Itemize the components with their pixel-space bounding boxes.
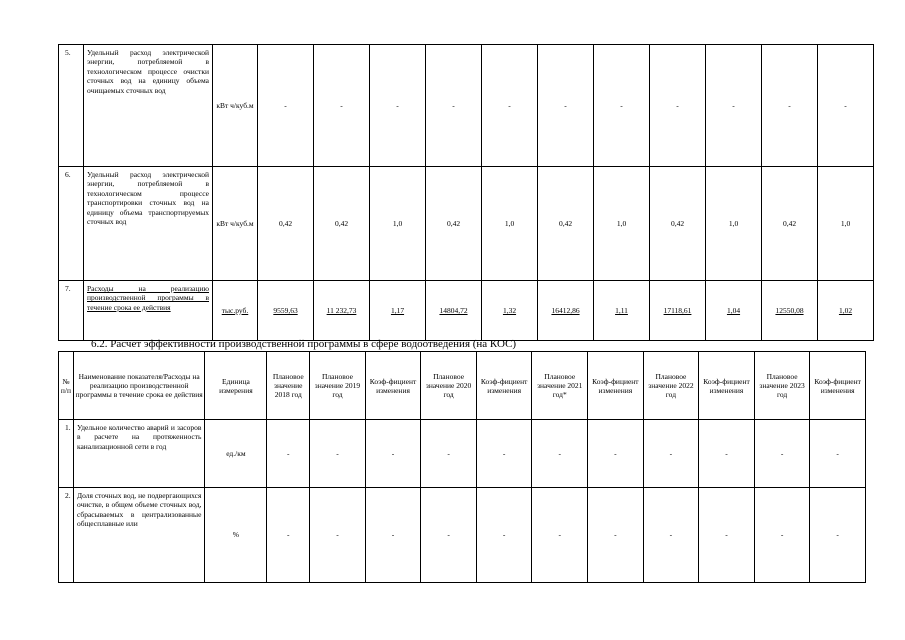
value-cell: 0,42 — [650, 167, 706, 281]
value-cell: - — [650, 45, 706, 167]
column-header: Коэф-фициент изменения — [365, 352, 421, 420]
column-header: Коэф-фициент изменения — [699, 352, 755, 420]
value-cell: - — [818, 45, 874, 167]
value-cell: 0,42 — [258, 167, 314, 281]
value-cell: - — [426, 45, 482, 167]
value-cell: - — [538, 45, 594, 167]
indicator-name: Удельный расход электрической энергии, потребляемой в технологическом процессе транспортировки сточных вод на единицу объема транспортируемых сточных вод — [84, 167, 213, 281]
column-header: Наименование показателя/Расходы на реализацию производственной программы в течение срока ее действия — [73, 352, 204, 420]
value-cell: - — [476, 420, 532, 488]
section-title: 6.2. Расчет эффективности производственной программы в сфере водоотведения (на КОС) — [91, 338, 517, 350]
row-number: 2. — [59, 488, 74, 583]
column-header: Коэф-фициент изменения — [476, 352, 532, 420]
value-cell: 0,42 — [762, 167, 818, 281]
unit-cell: кВт ч/куб.м — [213, 45, 258, 167]
value-cell-text: 17118,61 — [663, 305, 692, 315]
value-cell: - — [810, 488, 866, 583]
value-cell: 1,0 — [706, 167, 762, 281]
value-cell: 0,42 — [426, 167, 482, 281]
value-cell: - — [476, 488, 532, 583]
value-cell: 1,0 — [818, 167, 874, 281]
header-row — [59, 352, 866, 420]
value-cell: - — [370, 45, 426, 167]
unit-cell: % — [205, 488, 267, 583]
column-header: Плановое значение 2019 год — [310, 352, 366, 420]
value-cell — [314, 281, 370, 341]
value-cell: - — [532, 420, 588, 488]
row-number: 6. — [59, 167, 84, 281]
value-cell: - — [810, 420, 866, 488]
value-cell: - — [754, 420, 810, 488]
value-cell-text: 1,17 — [390, 305, 405, 315]
value-cell — [538, 281, 594, 341]
value-cell — [594, 281, 650, 341]
row-number: 1. — [59, 420, 74, 488]
value-cell: 0,42 — [538, 167, 594, 281]
value-cell: - — [643, 488, 699, 583]
row-number: 5. — [59, 45, 84, 167]
indicator-name: Удельный расход электрической энергии, потребляемой в технологическом процессе очистки сточных вод на единицу объема очищаемых сточных вод — [84, 45, 213, 167]
unit-cell: ед./км — [205, 420, 267, 488]
value-cell: - — [365, 420, 421, 488]
value-cell: - — [421, 420, 477, 488]
value-cell — [258, 281, 314, 341]
column-header: № п/п — [59, 352, 74, 420]
value-cell: - — [482, 45, 538, 167]
table-row — [59, 167, 874, 281]
value-cell-text: 1,04 — [726, 305, 741, 315]
table-row — [59, 281, 874, 341]
value-cell-text: 9559,63 — [273, 305, 298, 315]
value-cell — [426, 281, 482, 341]
value-cell: - — [643, 420, 699, 488]
value-cell: - — [754, 488, 810, 583]
value-cell — [706, 281, 762, 341]
value-cell-text: 1,02 — [838, 305, 853, 315]
value-cell: 1,0 — [482, 167, 538, 281]
value-cell: - — [421, 488, 477, 583]
unit-cell — [213, 281, 258, 341]
value-cell: - — [588, 420, 644, 488]
value-cell: - — [532, 488, 588, 583]
column-header: Плановое значение 2020 год — [421, 352, 477, 420]
column-header: Единица измерения — [205, 352, 267, 420]
value-cell: - — [314, 45, 370, 167]
table-row — [59, 488, 866, 583]
value-cell: - — [267, 488, 310, 583]
unit-cell-text: тыс.руб. — [221, 305, 249, 315]
row-number: 7. — [59, 281, 84, 341]
value-cell: - — [699, 488, 755, 583]
value-cell-text: 1,11 — [615, 305, 628, 315]
value-cell-text: 14804,72 — [439, 305, 468, 315]
value-cell-text: 11 232,73 — [326, 305, 357, 315]
value-cell: - — [365, 488, 421, 583]
indicator-name-text: Расходы на реализацию производственной программы в течение срока ее действия — [87, 284, 209, 312]
value-cell: - — [310, 488, 366, 583]
column-header: Плановое значение 2022 год — [643, 352, 699, 420]
value-cell-text: 1,32 — [502, 305, 517, 315]
value-cell: - — [594, 45, 650, 167]
efficiency-table-part1 — [58, 44, 874, 341]
value-cell-text: 16412,86 — [551, 305, 580, 315]
value-cell — [482, 281, 538, 341]
column-header: Плановое значение 2018 год — [267, 352, 310, 420]
value-cell — [762, 281, 818, 341]
indicator-name — [84, 281, 213, 341]
value-cell — [650, 281, 706, 341]
table-row — [59, 420, 866, 488]
column-header: Плановое значение 2021 год* — [532, 352, 588, 420]
value-cell: 1,0 — [594, 167, 650, 281]
value-cell — [370, 281, 426, 341]
value-cell: - — [706, 45, 762, 167]
value-cell: - — [588, 488, 644, 583]
column-header: Плановое значение 2023 год — [754, 352, 810, 420]
unit-cell: кВт ч/куб.м — [213, 167, 258, 281]
indicator-name: Удельное количество аварий и засоров в расчете на протяженность канализационной сети в год — [73, 420, 204, 488]
value-cell: 0,42 — [314, 167, 370, 281]
value-cell: - — [310, 420, 366, 488]
indicator-name: Доля сточных вод, не подвергающихся очистке, в общем объеме сточных вод, сбрасываемых в централизованные общесплавные или — [73, 488, 204, 583]
value-cell: - — [699, 420, 755, 488]
value-cell: - — [267, 420, 310, 488]
value-cell: 1,0 — [370, 167, 426, 281]
value-cell — [818, 281, 874, 341]
value-cell: - — [258, 45, 314, 167]
value-cell: - — [762, 45, 818, 167]
value-cell-text: 12550,08 — [775, 305, 804, 315]
column-header: Коэф-фициент изменения — [588, 352, 644, 420]
column-header: Коэф-фициент изменения — [810, 352, 866, 420]
efficiency-table-kos — [58, 351, 866, 583]
table-row — [59, 45, 874, 167]
